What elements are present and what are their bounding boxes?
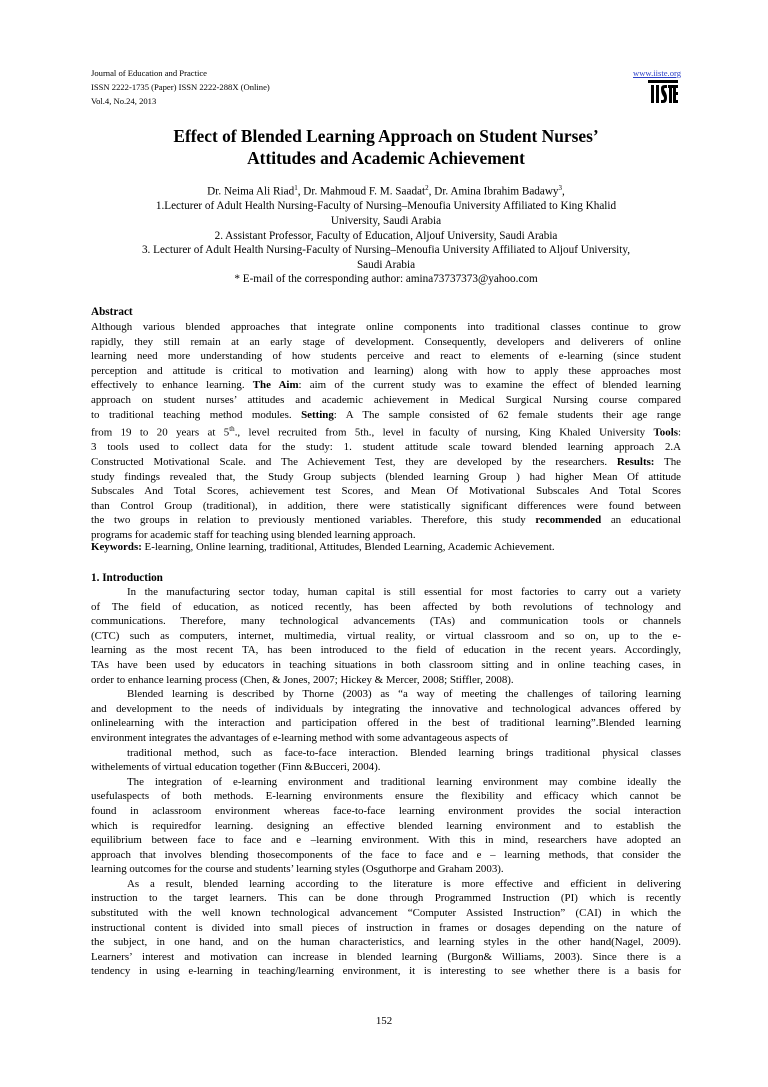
- introduction-line: equilibrium between face to face and e –learning environment. With this in mind, researchers have adopted an: [91, 834, 681, 847]
- volume-line: Vol.4, No.24, 2013: [91, 96, 157, 106]
- text-run: :: [677, 426, 681, 439]
- introduction-line: Learners’ interest and motivation can increase in blended learning (Burgon& Williams, 2003). Since there is a: [91, 950, 681, 963]
- keywords-line: [91, 540, 681, 555]
- author-2-sup: 2: [425, 184, 429, 192]
- abstract-line: [91, 513, 681, 528]
- ordinal-sup: th: [229, 425, 235, 434]
- abstract-line: [91, 408, 681, 423]
- abstract-heading: Abstract: [91, 306, 133, 318]
- author-3-end: ,: [562, 185, 565, 198]
- introduction-line: substituted with the well known technological advancement “Computer Assisted Instruction” (CAI) in which the: [91, 907, 681, 920]
- author-1-sup: 1: [294, 184, 298, 192]
- issn-line: ISSN 2222-1735 (Paper) ISSN 2222-288X (Online): [91, 82, 270, 92]
- author-1: Dr. Neima Ali Riad: [207, 185, 295, 198]
- introduction-line: traditional method, such as face-to-face interaction. Blended learning brings traditional physical classes: [127, 746, 681, 759]
- introduction-line: The integration of e-learning environment and traditional learning environment may combine ideally the: [127, 775, 681, 788]
- abstract-line: rapidly, they still remain at an early stage of development. Consequently, developers and deliverers of online: [91, 335, 681, 348]
- introduction-text: [91, 585, 681, 979]
- abstract-line: than Control Group (traditional), in addition, there were statistically significant differences were found between: [91, 499, 681, 512]
- abstract-line: learning need more understanding of how students perceive and react to elements of e-learning (since student: [91, 350, 681, 363]
- page-number: 152: [375, 1015, 393, 1027]
- abstract-line: programs for academic staff for teaching using blended learning approach.: [91, 528, 416, 541]
- introduction-line: instructional content is divided into small pieces of instruction in frames or dosages depending on the nature of: [91, 921, 681, 934]
- keywords-content: [91, 540, 681, 555]
- text-run: ., level recruited from 5th., level in faculty of nursing, King Khaled University: [234, 426, 654, 439]
- keywords-text: E-learning, Online learning, traditional, Attitudes, Blended Learning, Academic Achievement.: [141, 541, 555, 553]
- introduction-line: order to enhance learning process (Chen, & Jones, 2007; Hickey & Mercer, 2008; Stiffler, 2008).: [91, 673, 514, 686]
- text-run: effectively to enhance learning.: [91, 379, 253, 392]
- introduction-line: (CTC) such as computers, internet, multimedia, virtual reality, or virtual classroom and so on, up to the e-: [91, 629, 681, 642]
- introduction-line: the subject, in one hand, and on the human characteristics, and learning styles in the other hand(Nagel, 2009).: [91, 936, 681, 949]
- introduction-line: onlinelearning with the interaction and participation offered in the best of traditional learning”.Blended learning: [91, 717, 681, 730]
- abstract-line: study findings revealed that, the Study Group subjects (blended learning Group ) had higher Mean Of attitude: [91, 470, 681, 483]
- text-run: Constructed Motivational Scale. and The Achievement Test, they are developed by the researchers.: [91, 455, 617, 468]
- results-label: Results:: [616, 455, 655, 468]
- introduction-line: and development to the needs of individuals by integrating the innovative and technological advances offered by: [91, 702, 681, 715]
- affiliation-2: 2. Assistant Professor, Faculty of Education, Aljouf University, Saudi Arabia: [214, 229, 558, 242]
- journal-url-link[interactable]: www.iiste.org: [633, 68, 681, 78]
- introduction-line: tendency in using e-learning in teaching/learning environment, it is interesting to see whether there is a basis for: [91, 965, 681, 978]
- text-run: : aim of the current study was to examine the effect of blended learning: [298, 379, 682, 392]
- abstract-line: [91, 422, 681, 440]
- introduction-line: learning as the most recent TA, has been introduced to the field of education in the recent years. Accordingly,: [91, 644, 681, 657]
- abstract-line: perception and attitude is critical to motivation and learning) along with how to apply these approaches most: [91, 364, 681, 377]
- title-line-2: Attitudes and Academic Achievement: [247, 148, 525, 168]
- recommended-label: recommended: [535, 514, 602, 527]
- text-run: an educational: [601, 514, 681, 527]
- abstract-text: [91, 320, 681, 543]
- iiste-logo-icon: [648, 80, 678, 106]
- affiliation-3-line-1: 3. Lecturer of Adult Health Nursing-Faculty of Nursing–Menoufia University Affiliated to Aljouf University,: [141, 244, 631, 257]
- introduction-line: which is requiredfor learning. designing an effective blended learning environment and to establish the: [91, 819, 681, 832]
- author-2: , Dr. Mahmoud F. M. Saadat: [297, 185, 426, 198]
- text-run: to traditional teaching method modules.: [91, 408, 302, 421]
- introduction-line: TAs have been used by educators in teaching situations in both classroom sitting and in online teaching cases, in: [91, 658, 681, 671]
- journal-header: [91, 66, 681, 108]
- introduction-line: Blended learning is described by Thorne (2003) as “a way of meeting the challenges of tailoring learning: [127, 688, 681, 701]
- title-line-1: Effect of Blended Learning Approach on Student Nurses’: [173, 126, 599, 146]
- introduction-line: withelements of virtual education together (Finn &Bucceri, 2004).: [91, 761, 381, 774]
- paper-title: [91, 125, 681, 169]
- text-run: The: [654, 455, 681, 468]
- introduction-line: of The field of education, as noticed recently, has been affected by both revolutions of technology and: [91, 600, 681, 613]
- abstract-line: Subscales And Total Scores, achievement test Scores, and Mean Of Motivational Subscales And Total Scores: [91, 485, 681, 498]
- introduction-line: found in aclassroom environment whereas face-to-face learning environment provides the social interaction: [91, 804, 681, 817]
- introduction-line: learning outcomes for the course and students’ learning styles (Osguthorpe and Graham 2003).: [91, 863, 504, 876]
- introduction-line: As a result, blended learning according to the literature is more effective and efficient in delivering: [127, 877, 681, 890]
- aim-label: The Aim: [252, 379, 299, 392]
- introduction-line: usefulaspects of both methods. E-learning environments ensure the flexibility and efficacy which cannot be: [91, 790, 681, 803]
- tools-label: Tools: [653, 426, 678, 439]
- text-run: the two groups in relation to previously mentioned variables. Therefore, this study: [91, 514, 536, 527]
- keywords-label: Keywords:: [91, 541, 142, 553]
- affiliation-1-line-1: 1.Lecturer of Adult Health Nursing-Faculty of Nursing–Menoufia University Affiliated to King Khalid: [155, 200, 617, 213]
- author-block: [91, 181, 681, 287]
- text-run: from 19 to 20 years at 5: [91, 426, 230, 439]
- text-run: : A The sample consisted of 62 female students their age range: [333, 408, 681, 421]
- introduction-line: approach that involves blending thosecomponents of the face to face and e – learning methods, that consider the: [91, 848, 681, 861]
- abstract-line: approach on student nurses’ attitudes and academic achievement in Medical Surgical Nursing course compared: [91, 393, 681, 406]
- introduction-line: instruction to the target learners. This can be done through Programmed Instruction (PI) which is recently: [91, 892, 681, 905]
- setting-label: Setting: [301, 408, 334, 421]
- author-3-sup: 3: [558, 184, 563, 192]
- corresponding-email: * E-mail of the corresponding author: amina73737373@yahoo.com: [234, 273, 538, 286]
- abstract-line: Although various blended approaches that integrate online components into traditional classes continue to grow: [91, 321, 681, 333]
- introduction-line: environment integrates the advantages of e-learning method with some advantageous aspects of: [91, 731, 509, 744]
- abstract-line: [91, 378, 681, 393]
- abstract-line: [91, 455, 681, 470]
- introduction-heading: 1. Introduction: [91, 572, 163, 584]
- introduction-line: In the manufacturing sector today, human capital is still essential for most factories to carry out a variety: [127, 586, 681, 598]
- author-3: , Dr. Amina Ibrahim Badawy: [428, 185, 559, 198]
- author-names: [91, 181, 681, 199]
- abstract-line: 3 tools used to collect data for the study: 1. student attitude scale toward blended learning approach 2.A: [91, 441, 681, 454]
- affiliation-3-line-2: Saudi Arabia: [356, 258, 416, 271]
- affiliation-1-line-2: University, Saudi Arabia: [330, 214, 442, 227]
- journal-name: Journal of Education and Practice: [91, 68, 207, 78]
- introduction-line: communications. Therefore, many technological advancements (TAs) and communication tools or channels: [91, 615, 681, 628]
